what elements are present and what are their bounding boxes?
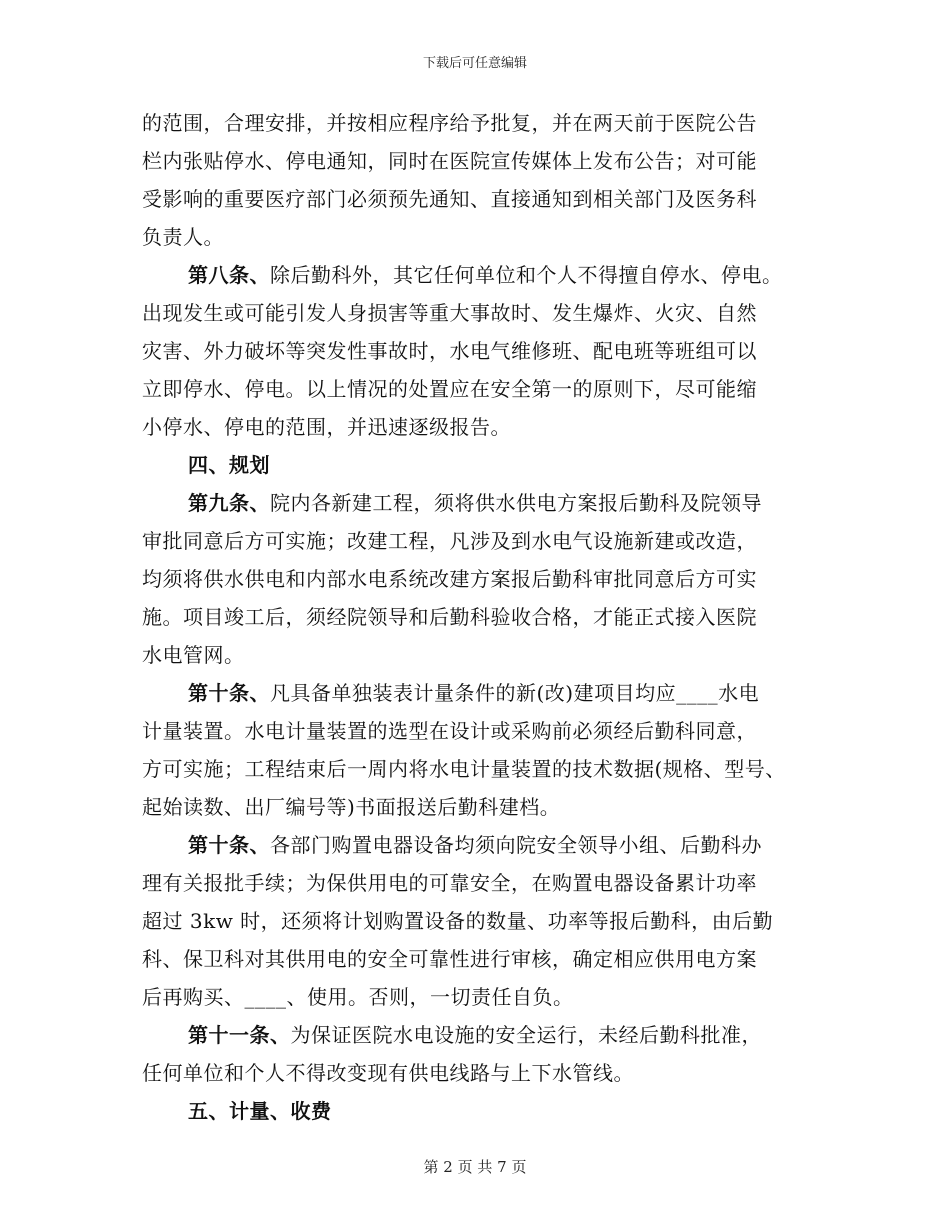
paragraph-line: 立即停水、停电。以上情况的处置应在安全第一的原则下，尽可能缩 [142,377,757,401]
paragraph-line: 方可实施；工程结束后一周内将水电计量装置的技术数据(规格、型号、 [142,757,786,781]
paragraph-line: 计量装置。水电计量装置的选型在设计或采购前必须经后勤科同意， [142,719,757,743]
article-10b-label: 第十条、 [188,833,270,857]
paragraph-line: 出现发生或可能引发人身损害等重大事故时、发生爆炸、火灾、自然 [142,301,757,325]
article-10-label: 第十条、 [188,681,270,705]
page-footer: 第 2 页 共 7 页 [423,1158,527,1176]
article-10b-first-line [142,826,842,864]
paragraph-line: 受影响的重要医疗部门必须预先通知、直接通知到相关部门及医务科 [142,187,757,211]
paragraph-line: 审批同意后方可实施；改建工程，凡涉及到水电气设施新建或改造， [142,529,757,553]
paragraph-line: 凡具备单独装表计量条件的新(改)建项目均应____水电 [270,681,760,705]
paragraph-line: 各部门购置电器设备均须向院安全领导小组、后勤科办 [270,833,762,857]
page-header: 下载后可任意编辑 [422,56,527,71]
paragraph-line: 负责人。 [142,225,224,249]
paragraph-line: 施。项目竣工后，须经院领导和后勤科验收合格，才能正式接入医院 [142,605,757,629]
paragraph-line: 后再购买、____、使用。否则，一切责任自负。 [142,985,574,1009]
article-11-first-line [142,1016,842,1054]
paragraph-line: 均须将供水供电和内部水电系统改建方案报后勤科审批同意后方可实 [142,567,757,591]
paragraph-line: 任何单位和个人不得改变现有供电线路与上下水管线。 [142,1061,634,1085]
paragraph-line: 起始读数、出厂编号等)书面报送后勤科建档。 [142,795,561,819]
article-9-label: 第九条、 [188,491,270,515]
paragraph-line: 灾害、外力破坏等突发性事故时，水电气维修班、配电班等班组可以 [142,339,757,363]
article-8-label: 第八条、 [188,263,270,287]
paragraph-line: 理有关报批手续；为保供用电的可靠安全，在购置电器设备累计功率 [142,871,757,895]
paragraph-line: 除后勤科外，其它任何单位和个人不得擅自停水、停电。 [270,263,783,287]
document-body [142,104,842,1130]
paragraph-line: 栏内张贴停水、停电通知，同时在医院宣传媒体上发布公告；对可能 [142,149,757,173]
paragraph-line: 科、保卫科对其供用电的安全可靠性进行审核，确定相应供用电方案 [142,947,757,971]
article-8-first-line [142,256,842,294]
paragraph-line: 院内各新建工程，须将供水供电方案报后勤科及院领导 [270,491,762,515]
section-heading-metering-fees: 五、计量、收费 [188,1099,332,1123]
paragraph-line: 超过 3kw 时，还须将计划购置设备的数量、功率等报后勤科，由后勤 [142,909,774,933]
section-heading-planning: 四、规划 [188,453,270,477]
article-11-label: 第十一条、 [188,1023,291,1047]
article-9-first-line [142,484,842,522]
paragraph-line: 为保证医院水电设施的安全运行，未经后勤科批准， [290,1023,762,1047]
article-10-first-line [142,674,842,712]
paragraph-line: 的范围，合理安排，并按相应程序给予批复，并在两天前于医院公告 [142,111,757,135]
paragraph-line: 小停水、停电的范围，并迅速逐级报告。 [142,415,511,439]
paragraph-line: 水电管网。 [142,643,245,667]
